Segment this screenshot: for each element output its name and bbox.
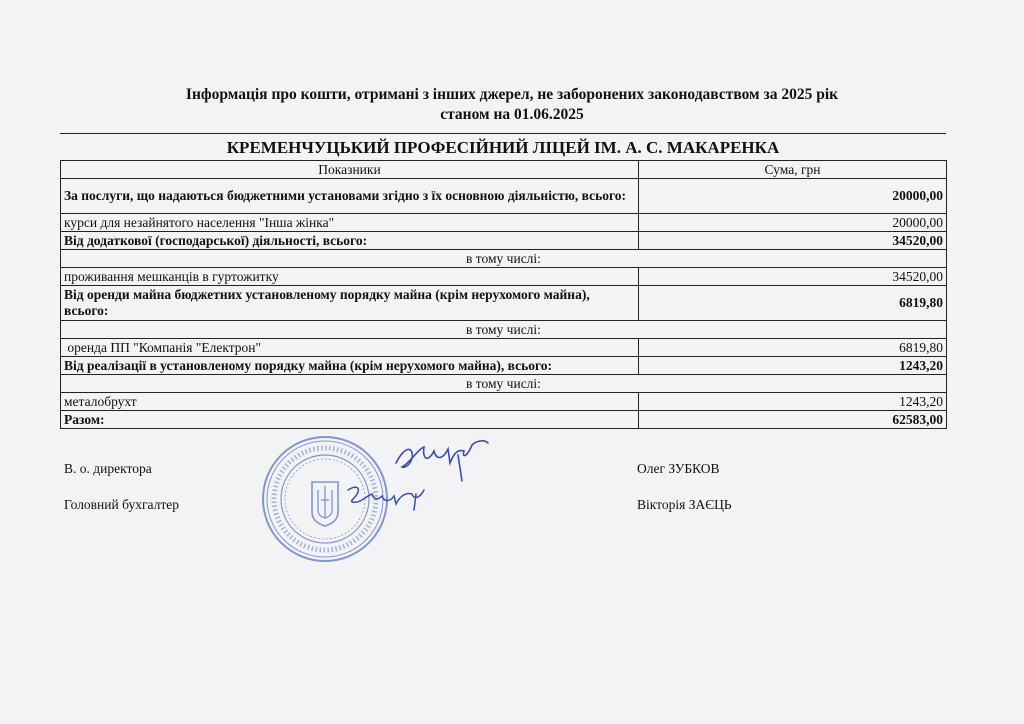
row-label: курси для незайнятого населення "Інша жінка" bbox=[61, 214, 639, 232]
row-label: проживання мешканців в гуртожитку bbox=[61, 268, 639, 286]
row-label: Від реалізації в установленому порядку майна (крім нерухомого майна), всього: bbox=[61, 357, 639, 375]
row-value: 6819,80 bbox=[639, 339, 947, 357]
header-sum: Сума, грн bbox=[639, 161, 947, 179]
table-row bbox=[61, 232, 947, 250]
table-row bbox=[61, 268, 947, 286]
row-label: Від додаткової (господарської) діяльності, всього: bbox=[61, 232, 639, 250]
including-label: в тому числі: bbox=[61, 321, 947, 339]
funds-table bbox=[60, 160, 947, 429]
row-label: металобрухт bbox=[61, 393, 639, 411]
table-subheader-row bbox=[61, 375, 947, 393]
table-header-row bbox=[61, 161, 947, 179]
row-value: 1243,20 bbox=[639, 393, 947, 411]
row-value: 34520,00 bbox=[639, 268, 947, 286]
including-label: в тому числі: bbox=[61, 375, 947, 393]
director-name: Олег ЗУБКОВ bbox=[637, 461, 720, 476]
including-label: в тому числі: bbox=[61, 250, 947, 268]
row-label: оренда ПП "Компанія "Електрон" bbox=[61, 339, 639, 357]
accountant-name: Вікторія ЗАЄЦЬ bbox=[637, 497, 732, 512]
total-value: 62583,00 bbox=[639, 411, 947, 429]
organization-name: КРЕМЕНЧУЦЬКИЙ ПРОФЕСІЙНИЙ ЛІЦЕЙ ІМ. А. С. МАКАРЕНКА bbox=[226, 138, 780, 157]
total-label: Разом: bbox=[61, 411, 639, 429]
table-row bbox=[61, 393, 947, 411]
table-row bbox=[61, 286, 947, 321]
table-total-row bbox=[61, 411, 947, 429]
row-value: 34520,00 bbox=[639, 232, 947, 250]
director-title: В. о. директора bbox=[64, 461, 152, 476]
title-divider bbox=[60, 133, 946, 134]
accountant-signature-icon bbox=[342, 476, 442, 516]
document-date: станом на 01.06.2025 bbox=[440, 106, 584, 123]
row-value: 1243,20 bbox=[639, 357, 947, 375]
table-row bbox=[61, 339, 947, 357]
document-title: Інформація про кошти, отримані з інших джерел, не заборонених законодавством за 2025 рік bbox=[185, 86, 839, 103]
table-subheader-row bbox=[61, 321, 947, 339]
accountant-title: Головний бухгалтер bbox=[64, 497, 179, 512]
row-value: 20000,00 bbox=[639, 214, 947, 232]
row-label: За послуги, що надаються бюджетними установами згідно з їх основною діяльністю, всього: bbox=[61, 179, 639, 214]
header-indicators: Показники bbox=[61, 161, 639, 179]
row-value: 6819,80 bbox=[639, 286, 947, 321]
table-row bbox=[61, 179, 947, 214]
table-row bbox=[61, 357, 947, 375]
row-label: Від оренди майна бюджетних установленому порядку майна (крім нерухомого майна), всього: bbox=[61, 286, 639, 321]
table-subheader-row bbox=[61, 250, 947, 268]
table-row bbox=[61, 214, 947, 232]
row-value: 20000,00 bbox=[639, 179, 947, 214]
